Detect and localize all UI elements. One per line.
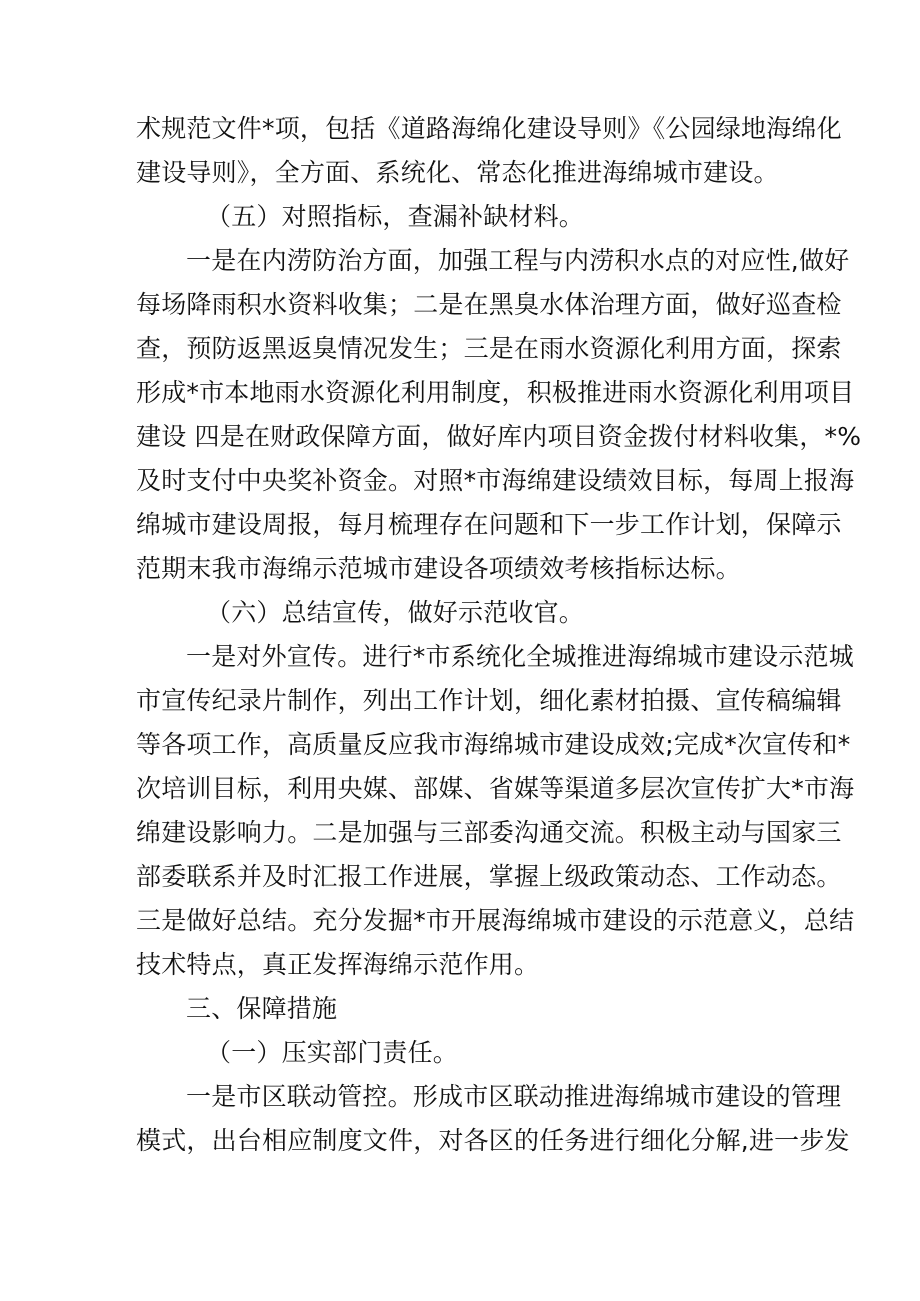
text-line: 三是做好总结。充分发掘*市开展海绵城市建设的示范意义，总结 [136,906,855,935]
text-line: 部委联系并及时汇报工作进展，掌握上级政策动态、工作动态。 [136,862,842,891]
text-line: 绵城市建设周报，每月梳理存在问题和下一步工作计划，保障示 [136,510,842,539]
section-heading: （五）对照指标，查漏补缺材料。 [206,202,585,231]
section-heading: （六）总结宣传，做好示范收官。 [206,598,585,627]
text-line: 范期末我市海绵示范城市建设各项绩效考核指标达标。 [136,554,741,583]
text-line: 形成*市本地雨水资源化利用制度，积极推进雨水资源化利用项目 [136,378,855,407]
text-line: 技术特点，真正发挥海绵示范作用。 [136,950,540,979]
text-line: 建设 四是在财政保障方面，做好库内项目资金拨付材料收集，*% [136,422,862,451]
text-line: 一是在内涝防治方面，加强工程与内涝积水点的对应性,做好 [186,246,850,275]
text-line: 次培训目标，利用央媒、部媒、省媒等渠道多层次宣传扩大*市海 [136,774,855,803]
section-heading: （一）压实部门责任。 [206,1038,459,1067]
text-line: 等各项工作，高质量反应我市海绵城市建设成效;完成*次宣传和* [136,730,851,759]
chapter-heading: 三、保障措施 [186,994,338,1023]
text-line: 市宣传纪录片制作，列出工作计划，细化素材拍摄、宣传稿编辑 [136,686,842,715]
text-line: 模式，出台相应制度文件，对各区的任务进行细化分解,进一步发 [136,1126,850,1155]
text-line: 查，预防返黑返臭情况发生；三是在雨水资源化利用方面，探索 [136,334,842,363]
text-line: 建设导则》，全方面、系统化、常态化推进海绵城市建设。 [136,158,779,187]
text-line: 一是对外宣传。进行*市系统化全城推进海绵城市建设示范城 [186,642,854,671]
text-line: 每场降雨积水资料收集；二是在黑臭水体治理方面，做好巡查检 [136,290,842,319]
text-line: 绵建设影响力。二是加强与三部委沟通交流。积极主动与国家三 [136,818,842,847]
text-line: 一是市区联动管控。形成市区联动推进海绵城市建设的管理 [186,1082,842,1111]
text-line: 及时支付中央奖补资金。对照*市海绵建设绩效目标，每周上报海 [136,466,855,495]
text-line: 术规范文件*项，包括《道路海绵化建设导则》《公园绿地海绵化 [136,114,842,143]
